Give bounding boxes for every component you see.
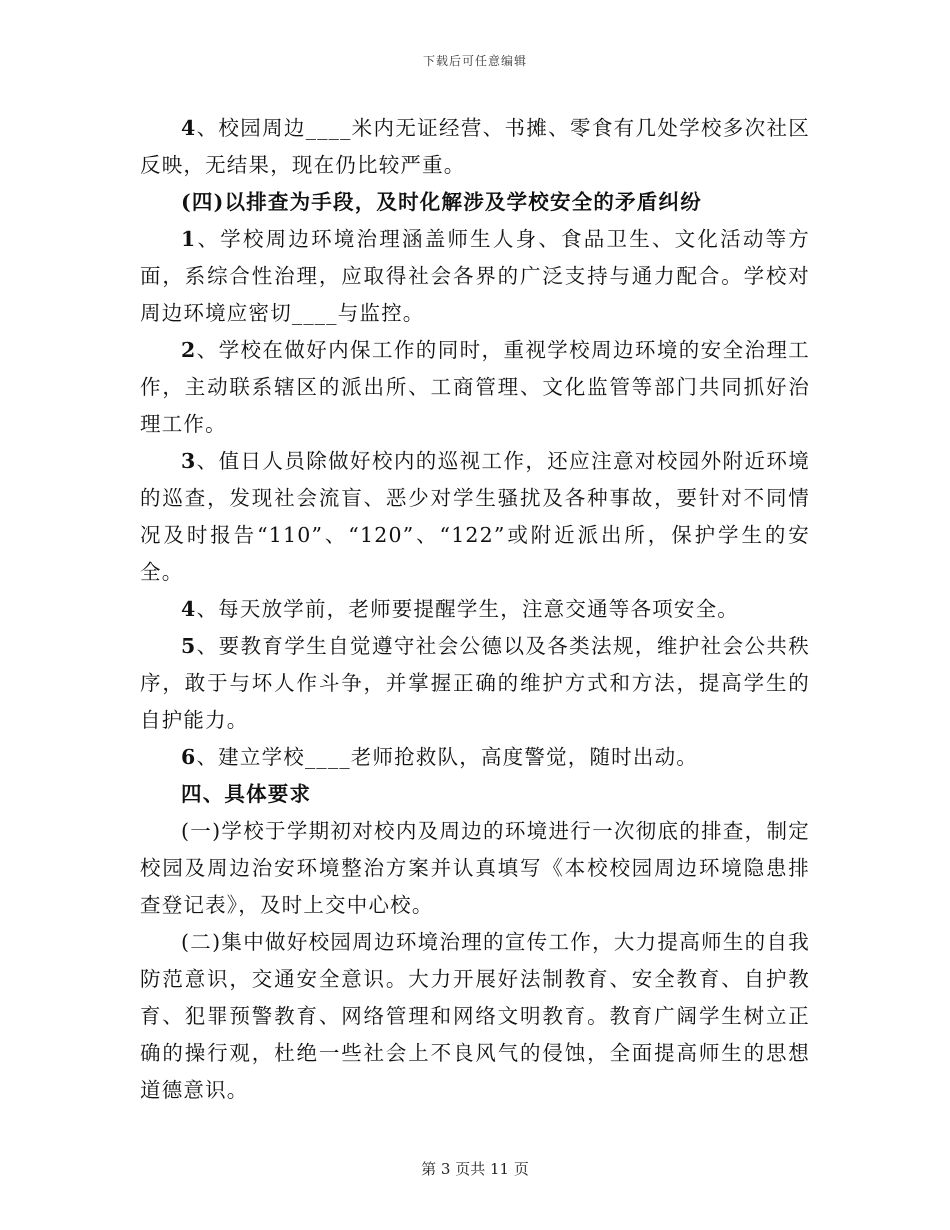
list-item bbox=[140, 443, 810, 591]
list-item bbox=[140, 739, 810, 776]
section-heading: 四、具体要求 bbox=[181, 782, 312, 806]
item-text: 、每天放学前，老师要提醒学生，注意交通等各项安全。 bbox=[196, 597, 739, 621]
page-header: 下载后可任意编辑 bbox=[422, 54, 527, 68]
paragraph: (二)集中做好校园周边环境治理的宣传工作，大力提高师生的自我防范意识，交通安全意识。大力开展好法制教育、安全教育、自护教育、犯罪预警教育、网络管理和网络文明教育。教育广阔学生树立正确的操行观，杜绝一些社会上不良风气的侵蚀，全面提高师生的思想道德意识。 bbox=[140, 930, 810, 1102]
paragraph: (一)学校于学期初对校内及周边的环境进行一次彻底的排查，制定校园及周边治安环境整治方案并认真填写《本校校园周边环境隐患排查登记表》，及时上交中心校。 bbox=[140, 819, 810, 917]
page-number: 第 3 页共 11 页 bbox=[421, 1160, 529, 1178]
item-number: 4 bbox=[181, 116, 197, 140]
list-item bbox=[140, 332, 810, 443]
item-number: 6 bbox=[181, 745, 197, 769]
item-text: 、要教育学生自觉遵守社会公德以及各类法规，维护社会公共秩序，敢于与坏人作斗争，并掌握正确的维护方式和方法，提高学生的自护能力。 bbox=[140, 634, 810, 732]
item-number: 2 bbox=[181, 338, 197, 362]
list-item bbox=[140, 628, 810, 739]
item-number: 3 bbox=[181, 449, 197, 473]
document-body bbox=[140, 110, 810, 1109]
item-text: 、学校在做好内保工作的同时，重视学校周边环境的安全治理工作，主动联系辖区的派出所、工商管理、文化监管等部门共同抓好治理工作。 bbox=[140, 338, 810, 436]
list-item bbox=[140, 110, 810, 184]
item-number: 5 bbox=[181, 634, 197, 658]
item-number: 1 bbox=[181, 227, 197, 251]
item-text: 、校园周边____米内无证经营、书摊、零食有几处学校多次社区反映，无结果，现在仍比较严重。 bbox=[140, 116, 810, 177]
item-text: 、建立学校____老师抢救队，高度警觉，随时出动。 bbox=[196, 745, 698, 769]
section-heading: (四)以排查为手段，及时化解涉及学校安全的矛盾纠纷 bbox=[181, 190, 702, 214]
list-item bbox=[140, 221, 810, 332]
list-item bbox=[140, 591, 810, 628]
item-number: 4 bbox=[181, 597, 197, 621]
item-text: 、学校周边环境治理涵盖师生人身、食品卫生、文化活动等方面，系综合性治理，应取得社会各界的广泛支持与通力配合。学校对周边环境应密切____与监控。 bbox=[140, 227, 810, 325]
item-text: 、值日人员除做好校内的巡视工作，还应注意对校园外附近环境的巡查，发现社会流盲、恶少对学生骚扰及各种事故，要针对不同情况及时报告“110”、“120”、“122”或附近派出所，保护学生的安全。 bbox=[140, 449, 810, 584]
